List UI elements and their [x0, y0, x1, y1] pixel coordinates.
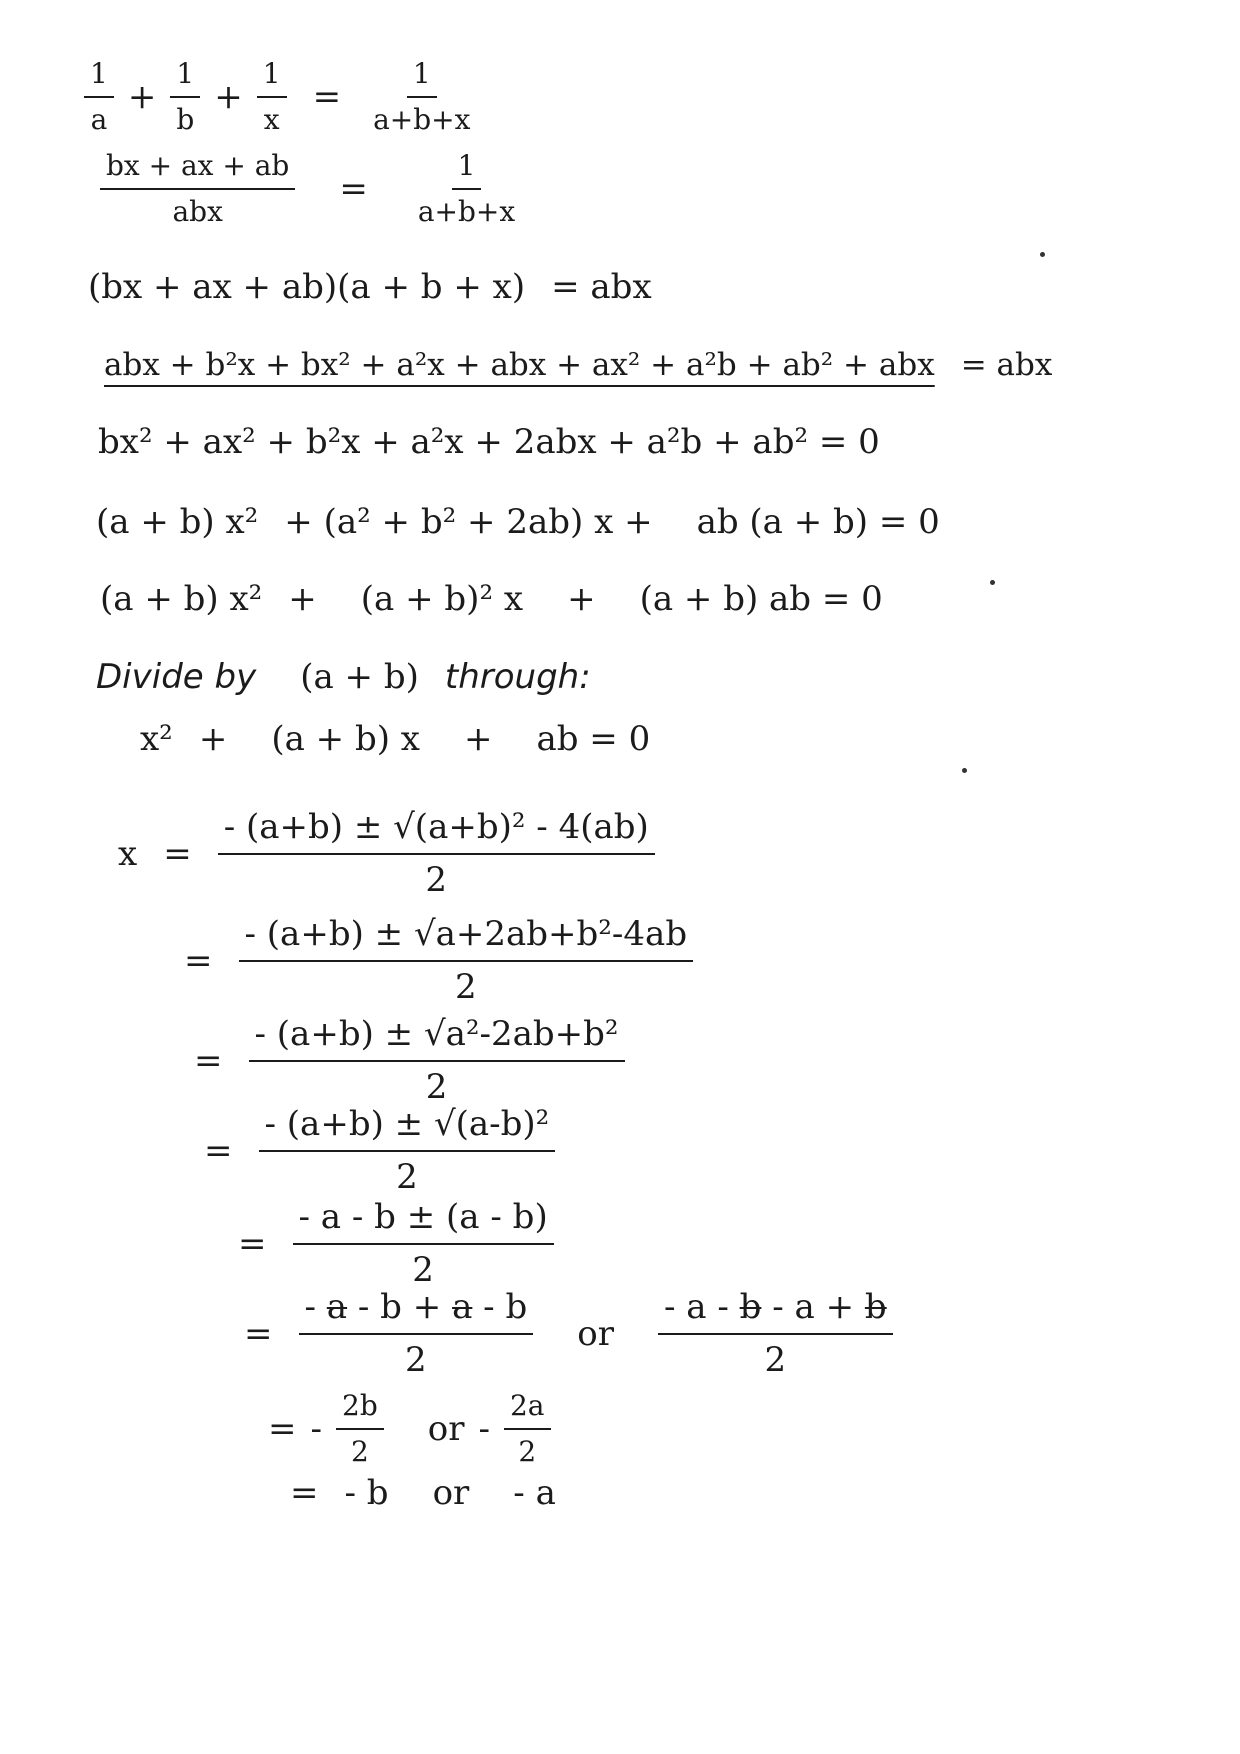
- denominator: a+b+x: [373, 103, 471, 137]
- variable-x: x: [118, 834, 138, 875]
- numerator: - a - b ± (a - b): [293, 1198, 554, 1245]
- solution-1: - b: [344, 1473, 389, 1513]
- step-line-11: [184, 915, 693, 1007]
- denominator: 2: [425, 860, 448, 901]
- scan-speck: [962, 768, 967, 773]
- linear-term: (a + b) x: [271, 719, 420, 759]
- expanded-terms: abx + b²x + bx² + a²x + abx + ax² + a²b + ab² + abx: [104, 347, 935, 383]
- denominator: 2: [425, 1067, 448, 1108]
- constant-term: (a + b) ab = 0: [639, 579, 883, 619]
- quadratic-term: (a + b) x²: [100, 579, 263, 619]
- equation-line-6: [96, 502, 940, 542]
- equation-rhs: = abx: [960, 347, 1053, 383]
- step-line-15: [244, 1288, 893, 1380]
- cancelled-term: b: [864, 1287, 887, 1327]
- denominator: 2: [350, 1435, 369, 1469]
- fraction-1-over-b: [170, 58, 200, 136]
- equation-line-2: [100, 150, 521, 228]
- equals-sign: =: [290, 1473, 319, 1513]
- fraction-combined-lhs: [100, 150, 295, 228]
- fraction-2a-over-2: [504, 1390, 551, 1468]
- equals-sign: =: [238, 1224, 267, 1265]
- denominator: b: [176, 103, 195, 137]
- plus-sign: +: [463, 719, 493, 759]
- denominator: abx: [172, 195, 223, 229]
- numerator: - (a+b) ± √a+2ab+b²-4ab: [239, 915, 694, 962]
- instruction-line: [96, 657, 591, 697]
- equals-sign: =: [312, 77, 342, 118]
- solution-fraction-plus: [299, 1288, 534, 1380]
- cancelled-term: a: [452, 1287, 473, 1327]
- equation-line-4: [104, 347, 1053, 383]
- minus-sign: -: [310, 1409, 322, 1450]
- plus-sign: +: [198, 719, 228, 759]
- plus-sign: +: [127, 77, 157, 118]
- plus-sign: +: [567, 579, 596, 619]
- numerator: bx + ax + ab: [100, 150, 295, 190]
- fraction-1-over-x: [257, 58, 287, 136]
- numerator: 2a: [504, 1390, 551, 1430]
- quadratic-formula-fraction: [218, 808, 655, 900]
- divisor-expression: (a + b): [300, 657, 419, 697]
- numerator: - (a+b) ± √(a-b)²: [259, 1105, 556, 1152]
- numerator: 1: [257, 58, 287, 98]
- step-fraction: [239, 915, 694, 1007]
- denominator: x: [263, 103, 280, 137]
- step-fraction: [293, 1198, 554, 1290]
- step-line-16: [268, 1390, 551, 1468]
- collected-terms: bx² + ax² + b²x + a²x + 2abx + a²b + ab² = 0: [98, 422, 880, 462]
- equation-line-5: [98, 422, 880, 462]
- step-fraction: [259, 1105, 556, 1197]
- equals-sign: =: [339, 169, 368, 210]
- numerator: [658, 1288, 893, 1335]
- equation-line-1: [84, 58, 476, 136]
- term: - b +: [347, 1287, 453, 1327]
- quadratic-term: x²: [140, 719, 173, 759]
- final-answer-line: [290, 1473, 556, 1513]
- equals-sign: =: [204, 1131, 233, 1172]
- fraction-1-over-a: [84, 58, 114, 136]
- step-line-14: [238, 1198, 554, 1290]
- equation-rhs: = abx: [551, 267, 652, 307]
- denominator: a+b+x: [417, 195, 516, 229]
- equals-sign: =: [268, 1409, 297, 1450]
- fraction-1-over-sum: [367, 58, 476, 136]
- plus-sign: +: [288, 579, 317, 619]
- denominator: 2: [518, 1435, 537, 1469]
- equation-line-3: [88, 267, 652, 307]
- numerator: 1: [407, 58, 437, 98]
- numerator: - (a+b) ± √(a+b)² - 4(ab): [218, 808, 655, 855]
- equals-sign: =: [163, 834, 192, 875]
- or-word: or: [577, 1314, 614, 1355]
- quadratic-formula-line: [118, 808, 655, 900]
- linear-term: + (a² + b² + 2ab) x +: [284, 502, 653, 542]
- step-fraction: [249, 1015, 625, 1107]
- equals-sign: =: [184, 941, 213, 982]
- equals-sign: =: [194, 1041, 223, 1082]
- cancelled-term: b: [739, 1287, 762, 1327]
- equation-line-9: [140, 719, 651, 759]
- scan-speck: [990, 580, 995, 585]
- plus-sign: +: [214, 77, 243, 118]
- solution-fraction-minus: [658, 1288, 893, 1380]
- denominator: 2: [405, 1340, 427, 1381]
- linear-term: (a + b)² x: [360, 579, 524, 619]
- constant-term: ab = 0: [536, 719, 651, 759]
- denominator: 2: [396, 1157, 418, 1198]
- denominator: 2: [764, 1340, 787, 1381]
- or-word: or: [432, 1473, 470, 1513]
- term: -: [304, 1287, 327, 1327]
- numerator: - (a+b) ± √a²-2ab+b²: [249, 1015, 625, 1062]
- step-line-12: [194, 1015, 625, 1107]
- equals-sign: =: [244, 1314, 273, 1355]
- denominator: 2: [454, 967, 477, 1008]
- instruction-text-end: through:: [444, 657, 591, 697]
- scan-speck: [1040, 252, 1045, 257]
- numerator: [299, 1288, 534, 1335]
- expanded-product-lhs: (bx + ax + ab)(a + b + x): [88, 267, 526, 307]
- fraction-rhs: [412, 150, 521, 228]
- numerator: 2b: [336, 1390, 384, 1430]
- quadratic-term: (a + b) x²: [96, 502, 259, 542]
- equation-line-7: [100, 579, 883, 619]
- or-word: or: [427, 1409, 465, 1450]
- term: - b: [472, 1287, 528, 1327]
- term: - a -: [663, 1287, 740, 1327]
- instruction-text: Divide by: [96, 657, 257, 697]
- fraction-2b-over-2: [336, 1390, 384, 1468]
- term: - a +: [761, 1287, 865, 1327]
- numerator: 1: [452, 150, 482, 190]
- denominator: a: [90, 103, 108, 137]
- numerator: 1: [170, 58, 200, 98]
- cancelled-term: a: [326, 1287, 348, 1327]
- constant-term: ab (a + b) = 0: [696, 502, 940, 542]
- minus-sign: -: [478, 1409, 490, 1450]
- denominator: 2: [412, 1250, 434, 1291]
- solution-2: - a: [513, 1473, 556, 1513]
- step-line-13: [204, 1105, 555, 1197]
- numerator: 1: [84, 58, 114, 98]
